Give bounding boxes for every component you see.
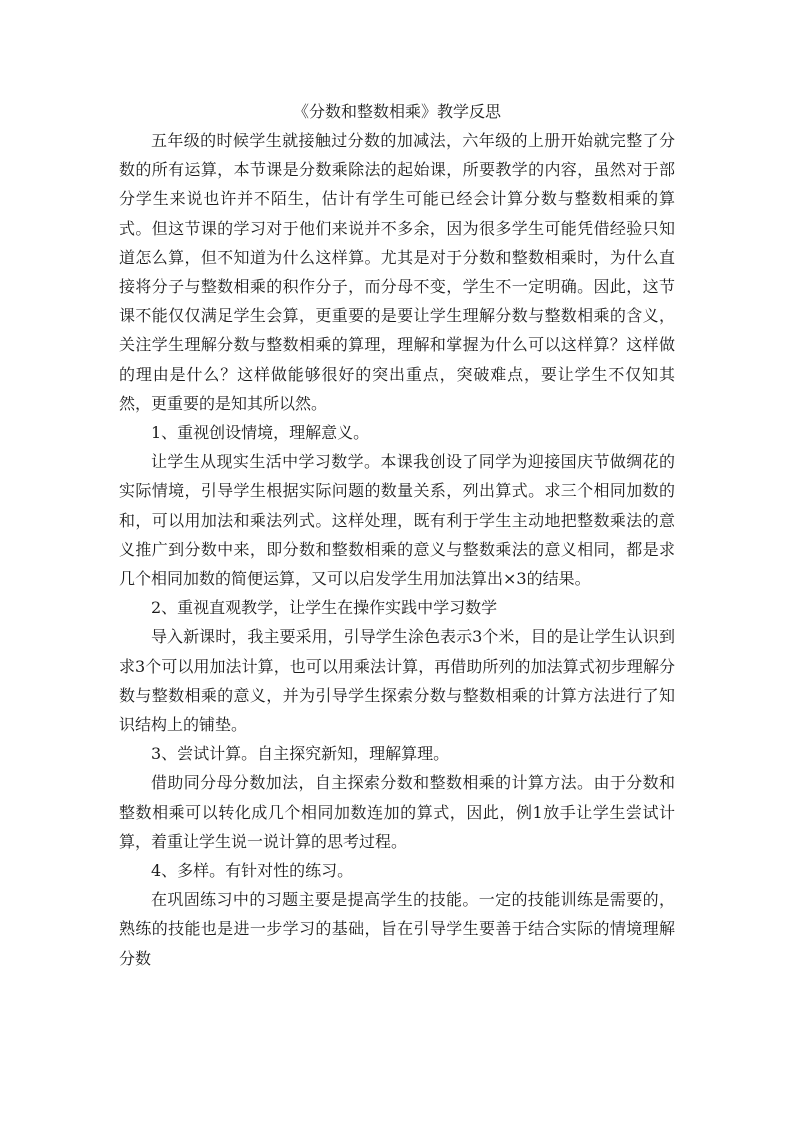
section-heading-4: 4、多样。有针对性的练习。 (151, 861, 354, 881)
intro-paragraph: 五年级的时候学生就接触过分数的加减法，六年级的上册开始就完整了分数的所有运算，本节课是分数乘除法的起始课，所要教学的内容，虽然对于部分学生来说也许并不陌生，估计有学生可能已经会计算分数与整数相乘的算式。但这节课的学习对于他们来说并不多余，因为很多学生可能凭借经验只知道怎么算，但不知道为什么这样算。尤其是对于分数和整数相乘时，为什么直接将分子与整数相乘的积作分子，而分母不变，学生不一定明确。因此，这节课不能仅仅满足学生会算，更重要的是要让学生理解分数与整数相乘的含义，关注学生理解分数与整数相乘的算理，理解和掌握为什么可以这样算？这样做的理由是什么？这样做能够很好的突出重点，突破难点，要让学生不仅知其然，更重要的是知其所以然。 (119, 131, 675, 413)
section-paragraph-2: 导入新课时，我主要采用，引导学生涂色表示3个米，目的是让学生认识到求3个可以用加法计算，也可以用乘法计算，再借助所列的加法算式初步理解分数与整数相乘的意义，并为引导学生探索分数与整数相乘的计算方法进行了知识结构上的铺垫。 (119, 627, 675, 735)
section-heading-2: 2、重视直观教学，让学生在操作实践中学习数学 (151, 598, 498, 618)
section-heading-1: 1、重视创设情境，理解意义。 (151, 423, 370, 443)
section-heading-3: 3、尝试计算。自主探究新知，理解算理。 (151, 744, 450, 764)
section-paragraph-3: 借助同分母分数加法，自主探索分数和整数相乘的计算方法。由于分数和整数相乘可以转化成几个相同加数连加的算式，因此，例1放手让学生尝试计算，着重让学生说一说计算的思考过程。 (119, 773, 675, 851)
document-page (119, 97, 675, 973)
section-paragraph-1: 让学生从现实生活中学习数学。本课我创设了同学为迎接国庆节做绸花的实际情境，引导学生根据实际问题的数量关系，列出算式。求三个相同加数的和，可以用加法和乘法列式。这样处理，既有利于学生主动地把整数乘法的意义推广到分数中来，即分数和整数相乘的意义与整数乘法的意义相同，都是求几个相同加数的简便运算，又可以启发学生用加法算出×3的结果。 (119, 452, 675, 589)
section-paragraph-4: 在巩固练习中的习题主要是提高学生的技能。一定的技能训练是需要的，熟练的技能也是进一步学习的基础，旨在引导学生要善于结合实际的情境理解分数 (119, 890, 675, 968)
document-title: 《分数和整数相乘》教学反思 (292, 102, 501, 121)
